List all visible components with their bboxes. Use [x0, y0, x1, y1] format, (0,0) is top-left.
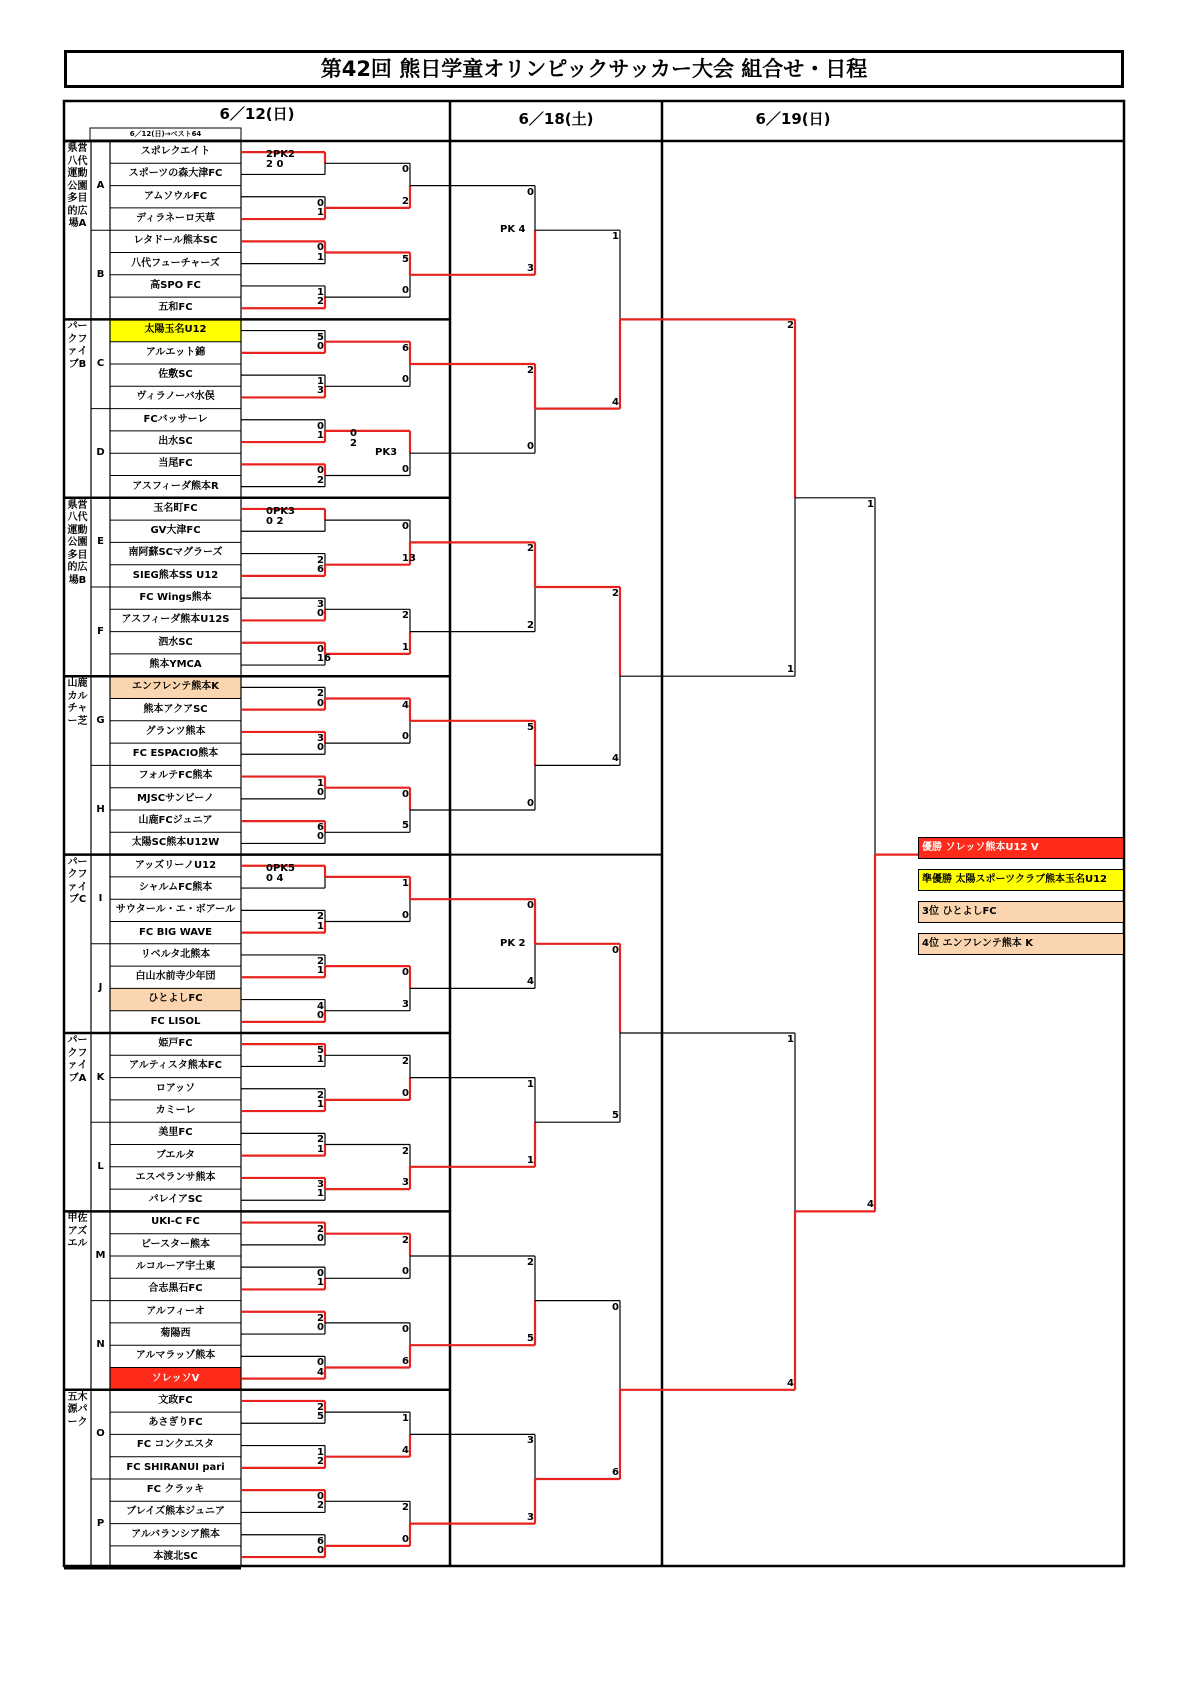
- score: 0: [317, 197, 324, 209]
- score: 0: [317, 1545, 324, 1557]
- score: 0: [402, 374, 409, 386]
- score: 5: [402, 253, 409, 265]
- score: 1: [527, 1078, 534, 1090]
- team-name: FC Wings熊本: [139, 592, 212, 603]
- team-name: FC SHIRANUI pari: [126, 1461, 225, 1473]
- group-label: F: [97, 625, 104, 637]
- team-name: スポレクエイト: [140, 146, 211, 157]
- team-name: アルフィーオ: [146, 1305, 205, 1317]
- team-name: ロアッソ: [155, 1082, 196, 1094]
- score: 3: [527, 1435, 534, 1447]
- score: 0 2: [350, 427, 357, 449]
- score: 1: [787, 664, 794, 676]
- team-name: アルティスタ熊本FC: [129, 1060, 222, 1072]
- team-name: あさぎりFC: [148, 1417, 203, 1429]
- group-label: J: [98, 982, 103, 994]
- team-name: MJSCサンビーノ: [136, 792, 215, 804]
- score: 1: [317, 430, 324, 442]
- score: 5: [402, 820, 409, 832]
- score: 2: [317, 1455, 324, 1467]
- date-header-day2: 6／18(土): [518, 110, 594, 128]
- score: 2: [317, 474, 324, 486]
- score: 0: [317, 1322, 324, 1334]
- team-name: パレイアSC: [148, 1194, 203, 1206]
- score: 6: [317, 1535, 324, 1547]
- score: 4: [612, 753, 619, 765]
- page-title: 第42回 熊日学童オリンピックサッカー大会 組合せ・日程: [64, 50, 1124, 88]
- score: 1: [317, 1188, 324, 1200]
- team-name: アムソウルFC: [143, 190, 208, 202]
- team-name: FC コンクエスタ: [136, 1439, 215, 1451]
- score: 3: [317, 599, 324, 611]
- score: 2: [317, 1223, 324, 1235]
- team-name: 出水SC: [158, 435, 193, 447]
- group-label: C: [96, 358, 105, 369]
- score: 2: [317, 688, 324, 700]
- score: 0: [317, 831, 324, 843]
- team-name: アルバランシア熊本: [131, 1528, 220, 1540]
- team-name: 姫戸FC: [158, 1038, 193, 1049]
- score: 0: [317, 742, 324, 754]
- team-name: アスフィーダ熊本R: [132, 480, 219, 492]
- score: 2PK2 2 0: [266, 149, 295, 171]
- score: 6: [402, 342, 409, 354]
- team-name: ルコルーア宇土東: [135, 1261, 216, 1272]
- subheader-box: [90, 128, 241, 140]
- score: 2: [402, 610, 409, 622]
- group-label: G: [96, 714, 105, 726]
- team-name: 太陽SC熊本U12W: [131, 837, 220, 849]
- score: 3: [402, 998, 409, 1010]
- group-label: L: [97, 1160, 104, 1172]
- date-header-day3: 6／19(日): [755, 110, 831, 128]
- score: 4: [402, 699, 409, 711]
- venue-name: 甲佐アズエル: [67, 1213, 88, 1250]
- team-name: 南阿蘇SCマグラーズ: [128, 547, 223, 559]
- score: 1: [317, 965, 324, 977]
- team-name: ソレッソV: [151, 1372, 200, 1384]
- score: 1: [317, 286, 324, 298]
- round-subheader: 6／12(日)→ベスト64: [129, 130, 202, 138]
- score: 2: [527, 1257, 534, 1268]
- team-name: UKI-C FC: [151, 1216, 200, 1228]
- score: 0: [317, 340, 324, 352]
- score: 1: [317, 376, 324, 388]
- team-name: ブエルタ: [155, 1149, 196, 1161]
- team-name: ビースター熊本: [140, 1238, 211, 1250]
- venue-name: 県営八代運動公園多目的広場B: [67, 499, 88, 586]
- score: 0PK5 0 4: [266, 862, 295, 884]
- team-name: 熊本アクアSC: [143, 703, 208, 715]
- score: 4: [612, 396, 619, 408]
- score: 5: [527, 721, 534, 733]
- score: 0: [402, 788, 409, 800]
- score: 0: [402, 463, 409, 475]
- score: 0: [402, 731, 409, 743]
- score: 0: [317, 1009, 324, 1021]
- score: 2: [317, 911, 324, 923]
- score: 0: [317, 420, 324, 432]
- score: 1: [787, 1034, 794, 1045]
- score: 0PK3 0 2: [266, 505, 295, 527]
- team-name: ディラネーロ天草: [136, 212, 215, 224]
- team-name: グランツ熊本: [145, 725, 206, 737]
- score: 5: [317, 331, 324, 343]
- result-box: 4位 エンフレンテ熊本 K: [918, 933, 1124, 955]
- team-name: 佐敷SC: [158, 369, 193, 380]
- team-name: レタドール熊本SC: [133, 235, 218, 247]
- score: 3: [317, 385, 324, 397]
- score: 2: [317, 1500, 324, 1512]
- score: 2: [527, 619, 534, 631]
- score: 4: [867, 1199, 874, 1211]
- team-name: FCバッサーレ: [143, 413, 208, 425]
- result-box: 準優勝 太陽スポーツクラブ熊本玉名U12: [918, 869, 1124, 891]
- score: 2: [402, 195, 409, 207]
- group-label: H: [96, 804, 105, 815]
- venue-name: 五木源パーク: [67, 1391, 88, 1428]
- score: 1: [317, 1054, 324, 1066]
- score: 0: [527, 900, 534, 912]
- score: 0: [317, 1357, 324, 1369]
- team-name: アッズリーノU12: [134, 859, 217, 871]
- score: 1: [612, 231, 619, 243]
- team-name: 泗水SC: [158, 636, 193, 648]
- team-name: 五和FC: [158, 302, 193, 314]
- score: 2: [317, 296, 324, 308]
- score: 1: [317, 777, 324, 789]
- score: 0: [317, 608, 324, 620]
- group-label: I: [98, 893, 103, 905]
- score: 1: [527, 1154, 534, 1166]
- score: 0: [402, 1266, 409, 1278]
- group-label: A: [96, 179, 105, 191]
- team-name: シャルムFC熊本: [138, 881, 213, 893]
- score: 2: [402, 1056, 409, 1068]
- score: 13: [402, 552, 416, 564]
- team-name: 八代フューチャーズ: [131, 257, 220, 269]
- team-name: 高SPO FC: [150, 279, 201, 291]
- venue-name: 県営八代運動公園多目的広場A: [67, 143, 88, 229]
- score: 2: [317, 1134, 324, 1146]
- team-name: ブレイズ熊本ジュニア: [126, 1506, 225, 1518]
- team-name: FC クラッキ: [146, 1484, 205, 1495]
- score: 0: [402, 1533, 409, 1545]
- team-name: アルエット錦: [145, 346, 206, 358]
- team-name: GV大津FC: [150, 525, 201, 537]
- team-name: ひとよしFC: [148, 993, 203, 1005]
- team-name: 本渡北SC: [153, 1550, 198, 1562]
- team-name: 文政FC: [158, 1394, 193, 1406]
- score: 1: [317, 251, 324, 263]
- pk-score: PK3: [375, 447, 398, 459]
- score: 5: [317, 1411, 324, 1423]
- score: 0: [402, 909, 409, 921]
- score: 1: [402, 1413, 409, 1425]
- team-name: カミーレ: [155, 1104, 196, 1116]
- team-name: 美里FC: [158, 1127, 193, 1139]
- score: 0: [402, 967, 409, 979]
- team-name: 熊本YMCA: [149, 658, 202, 670]
- score: 2: [527, 365, 534, 376]
- score: 1: [317, 207, 324, 219]
- team-name: リベルタ北熊本: [140, 948, 211, 960]
- result-box: 優勝 ソレッソ熊本U12 V: [918, 837, 1124, 859]
- team-name: 玉名町FC: [153, 502, 198, 514]
- team-name: 菊陽西: [160, 1327, 191, 1339]
- group-label: K: [96, 1071, 105, 1083]
- team-name: 山鹿FCジュニア: [138, 815, 213, 826]
- score: 1: [317, 1099, 324, 1111]
- score: 0: [527, 441, 534, 453]
- pk-score: PK 4: [500, 224, 526, 236]
- score: 0: [317, 1232, 324, 1244]
- score: 2: [317, 1089, 324, 1101]
- score: 5: [317, 1045, 324, 1057]
- score: 0: [317, 1491, 324, 1503]
- venue-name: 山鹿カルチャー芝: [67, 678, 88, 727]
- team-name: ヴィラノーバ水俣: [136, 391, 215, 403]
- group-label: M: [95, 1250, 106, 1261]
- score: 2: [787, 320, 794, 332]
- pk-score: PK 2: [500, 937, 526, 949]
- score: 1: [317, 1446, 324, 1458]
- score: 16: [317, 653, 331, 665]
- team-name: アルマラッゾ熊本: [135, 1350, 216, 1362]
- score: 0: [317, 786, 324, 798]
- result-box: 3位 ひとよしFC: [918, 901, 1124, 923]
- score: 0: [317, 643, 324, 655]
- score: 2: [402, 1145, 409, 1157]
- score: 1: [867, 498, 874, 510]
- team-name: スポーツの森大津FC: [128, 168, 223, 180]
- team-name: FC LISOL: [150, 1015, 201, 1027]
- team-name: フォルテFC熊本: [138, 770, 213, 782]
- team-name: 白山水前寺少年団: [135, 971, 216, 983]
- score: 1: [402, 877, 409, 889]
- score: 0: [402, 1087, 409, 1099]
- team-name: エスペランサ熊本: [135, 1171, 216, 1183]
- score: 3: [317, 1178, 324, 1190]
- score: 1: [317, 1143, 324, 1155]
- score: 2: [317, 955, 324, 967]
- score: 2: [317, 1401, 324, 1413]
- team-name: サウタール・エ・ボアール: [115, 904, 236, 916]
- date-header-day1: 6／12(日): [219, 105, 295, 123]
- score: 5: [527, 1333, 534, 1345]
- team-name: FC ESPACIO熊本: [132, 748, 219, 760]
- score: 1: [317, 1277, 324, 1289]
- score: 4: [402, 1444, 409, 1456]
- score: 4: [317, 1366, 324, 1378]
- score: 6: [402, 1355, 409, 1367]
- team-name: 太陽玉名U12: [144, 324, 207, 336]
- venue-name: パークファイブB: [67, 321, 88, 370]
- score: 2: [527, 543, 534, 555]
- score: 1: [402, 641, 409, 653]
- group-label: O: [96, 1428, 105, 1440]
- score: 6: [317, 822, 324, 834]
- score: 0: [527, 186, 534, 198]
- score: 0: [317, 697, 324, 709]
- score: 3: [402, 1177, 409, 1189]
- group-label: N: [96, 1339, 105, 1351]
- venue-name: パークファイブC: [67, 856, 88, 906]
- score: 1: [317, 920, 324, 932]
- score: 4: [527, 976, 534, 988]
- score: 6: [317, 563, 324, 575]
- score: 4: [787, 1377, 794, 1389]
- venue-name: パークファイブA: [67, 1035, 88, 1084]
- score: 3: [317, 732, 324, 744]
- group-label: E: [97, 536, 104, 548]
- score: 2: [402, 1502, 409, 1514]
- score: 3: [527, 262, 534, 274]
- team-name: FC BIG WAVE: [139, 926, 212, 938]
- team-name: アスフィーダ熊本U12S: [121, 614, 230, 626]
- score: 0: [612, 944, 619, 956]
- score: 2: [317, 554, 324, 566]
- score: 0: [317, 465, 324, 477]
- team-name: 合志黒石FC: [148, 1283, 203, 1295]
- score: 4: [317, 1000, 324, 1012]
- score: 5: [612, 1110, 619, 1122]
- score: 0: [402, 521, 409, 533]
- score: 0: [402, 1323, 409, 1335]
- score: 0: [402, 164, 409, 176]
- score: 2: [317, 1312, 324, 1324]
- team-name: SIEG熊本SS U12: [132, 569, 219, 581]
- score: 0: [317, 1268, 324, 1280]
- group-label: P: [96, 1517, 105, 1529]
- score: 0: [527, 798, 534, 809]
- team-name: エンフレンテ熊本K: [131, 681, 220, 693]
- team-name: 当尾FC: [158, 458, 193, 470]
- group-label: B: [96, 268, 105, 280]
- score: 6: [612, 1467, 619, 1478]
- score: 0: [612, 1301, 619, 1313]
- group-label: D: [96, 447, 105, 459]
- score: 0: [402, 285, 409, 297]
- score: 3: [527, 1511, 534, 1523]
- score: 2: [402, 1234, 409, 1246]
- score: 2: [612, 588, 619, 599]
- score: 0: [317, 242, 324, 254]
